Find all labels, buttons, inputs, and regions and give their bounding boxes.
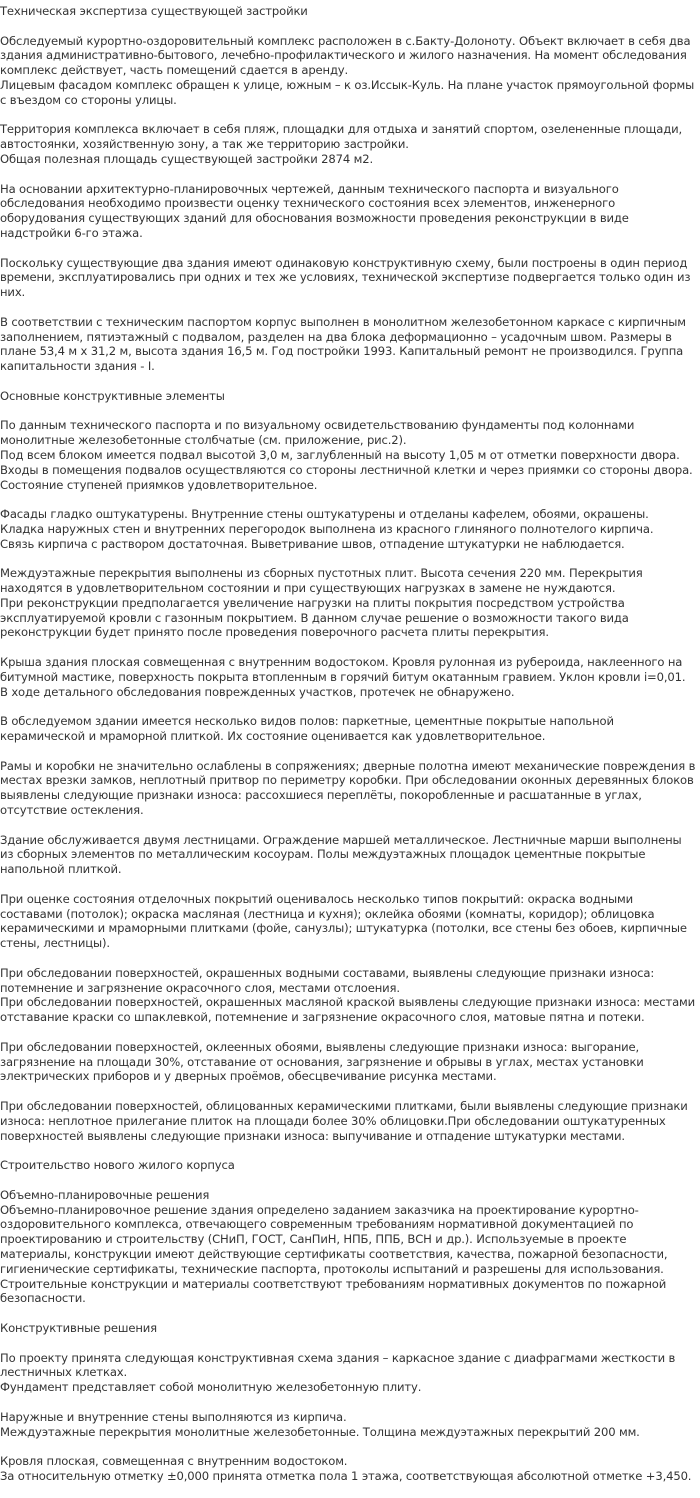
paragraph-tiles-plaster [0, 1099, 696, 1143]
text-line: Объемно-планировочное решение здания определено заданием заказчика на проектирование курортно-оздоровительного комплекса, отвечающего современным требованиям нормативной документацией по проектированию и строительству (СНиП, ГОСТ, СанПиН, НПБ, ППБ, ВСН и др.). Используемые в проекте материалы, конструкции имеют действующие сертификаты соответствия, качества, пожарной безопасности, гигиенические сертификаты, технические паспорта, протоколы испытаний и разрешены для использования. [0, 1202, 668, 1276]
paragraph-roof-elevation [0, 1454, 696, 1484]
text-line: Территория комплекса включает в себя пляж, площадки для отдыха и занятий спортом, озелененные площади, автостоянки, хозяйственную зону, а так же территорию застройки. [0, 122, 682, 152]
text-line: При реконструкции предполагается увеличение нагрузки на плиты покрытия посредством устройства эксплуатируемой кровли с газонным покрытием. В данном случае решение о возможности такого вида реконструкции будет принято после проведения поверочного расчета плиты перекрытия. [0, 595, 629, 640]
text-line: В ходе детального обследования поврежденных участков, протечек не обнаружено. [0, 684, 515, 699]
paragraph-finishes [0, 892, 696, 951]
text-line: Здание обслуживается двумя лестницами. Ограждение маршей металлическое. Лестничные марши выполнены из сборных элементов по металлическим косоурам. Полы междуэтажных площадок цементные покрытые напольной плиткой. [0, 832, 682, 877]
paragraph-facades [0, 507, 696, 551]
section-heading-main-structural-elements: Основные конструктивные элементы [0, 388, 225, 403]
text-line: Фасады гладко оштукатурены. Внутренние стены оштукатурены и отделаны кафелем, обоями, окрашены. [0, 507, 649, 522]
paragraph-territory [0, 122, 696, 166]
paragraph-assessment-basis [0, 182, 696, 241]
text-line: Строительные конструкции и материалы соответствуют требованиям нормативных документов по пожарной безопасности. [0, 1276, 667, 1306]
text-line: Рамы и коробки не значительно ослаблены в сопряжениях; дверные полотна имеют механические повреждения в местах врезки замков, неплотный притвор по периметру коробки. При обследовании оконных деревянных блоков выявлены следующие признаки износа: рассохшиеся переплёты, покоробленные и расшатанные в углах, отсутствие остекления. [0, 758, 696, 818]
paragraph-space-planning [0, 1188, 696, 1306]
text-line: Входы в помещения подвалов осуществляются со стороны лестничной клетки и через приямки со стороны двора. Состояние ступеней приямков удовлетворительное. [0, 462, 693, 492]
section-heading-new-building: Строительство нового жилого корпуса [0, 1158, 235, 1173]
text-line: На основании архитектурно-планировочных чертежей, данным технического паспорта и визуального обследования необходимо произвести оценку технического состояния всех элементов, инженерного оборудования существующих зданий для обоснования возможности проведения реконструкции в виде надстройки 6-го этажа. [0, 181, 629, 240]
text-line: Связь кирпича с раствором достаточная. Выветривание швов, отпадение штукатурки не наблюдается. [0, 536, 625, 551]
text-line: Кровля плоская, совмещенная с внутренним водостоком. [0, 1454, 348, 1469]
text-line: Междуэтажные перекрытия выполнены из сборных пустотных плит. Высота сечения 220 мм. Перекрытия находятся в удовлетворительном состоянии и при существующих нагрузках в замене не нуждаются. [0, 566, 643, 596]
paragraph-floors [0, 714, 696, 744]
text-line: Междуэтажные перекрытия монолитные железобетонные. Толщина междуэтажных перекрытий 200 мм. [0, 1424, 640, 1439]
paragraph-location [0, 34, 696, 108]
text-line: Фундамент представляет собой монолитную железобетонную плиту. [0, 1380, 422, 1395]
text-line: При обследовании поверхностей, окрашенных масляной краской выявлены следующие признаки износа: местами отставание краски со шпаклевкой, потемнение и загрязнение окрасочного слоя, матовые пятна и потеки. [0, 995, 696, 1025]
text-line: Общая полезная площадь существующей застройки 2874 м2. [0, 151, 373, 166]
text-line: При обследовании поверхностей, облицованных керамическими плитками, были выявлены следующие признаки износа: неплотное прилегание плиток на площади более 30% облицовки.При обследовании оштукатуренных поверхностей выявлены следующие признаки износа: выпучивание и отпадение штукатурки местами. [0, 1098, 688, 1143]
paragraph-structural-scheme [0, 1351, 696, 1395]
text-line: В обследуемом здании имеется несколько видов полов: паркетные, цементные покрытые напольной керамической и мраморной плиткой. Их состояние оценивается как удовлетворительное. [0, 714, 614, 744]
paragraph-frames-doors [0, 759, 696, 818]
paragraph-stairs [0, 833, 696, 877]
text-line: Под всем блоком имеется подвал высотой 3,0 м, заглубленный на высоту 1,05 м от отметки поверхности двора. [0, 447, 680, 462]
text-line: При оценке состояния отделочных покрытий оценивалось несколько типов покрытий: окраска водными составами (потолок); окраска масляная (лестница и кухня); оклейка обоями (комнаты, коридор); облицовка керамическими и мраморными плитками (фойе, санузлы); штукатурка (потолки, все стены без обоев, кирпичные стены, лестницы). [0, 891, 687, 951]
paragraph-floor-slabs [0, 566, 696, 640]
text-line: По проекту принята следующая конструктивная схема здания – каркасное здание с диафрагмами жесткости в лестничных клетках. [0, 1350, 676, 1380]
text-line: Кладка наружных стен и внутренних перегородок выполнена из красного глиняного полнотелого кирпича. [0, 521, 654, 536]
paragraph-same-scheme [0, 256, 696, 300]
text-line: При обследовании поверхностей, окрашенных водными составами, выявлены следующие признаки износа: потемнение и загрязнение окрасочного слоя, местами отслоения. [0, 965, 655, 995]
text-line: Поскольку существующие два здания имеют одинаковую конструктивную схему, были построены в один период времени, эксплуатировались при одних и тех же условиях, технической экспертизе подвергается только один из них. [0, 255, 691, 300]
paragraph-foundations [0, 418, 696, 492]
document-body [0, 4, 696, 1498]
text-line: Лицевым фасадом комплекс обращен к улице, южным – к оз.Иссык-Куль. На плане участок прямоугольной формы с въездом со стороны улицы. [0, 77, 695, 107]
section-heading-existing-buildings-expertise: Техническая экспертиза существующей застройки [0, 4, 308, 18]
text-line: В соответствии с техническим паспортом корпус выполнен в монолитном железобетонном каркасе с кирпичным заполнением, пятиэтажный с подвалом, разделен на два блока деформационно – усадочным швом. Размеры в плане 53,4 м х 31,2 м, высота здания 16,5 м. Год постройки 1993. Капитальный ремонт не производился. Группа капитальности здания - I. [0, 314, 686, 374]
paragraph-wallpaper [0, 1040, 696, 1084]
text-line: За относительную отметку ±0,000 принята отметка пола 1 этажа, соответствующая абсолютной отметке +3,450. [0, 1468, 692, 1483]
paragraph-painted-surfaces [0, 966, 696, 1025]
text-line: По данным технического паспорта и по визуальному освидетельствованию фундаменты под колоннами монолитные железобетонные столбчатые (см. приложение, рис.2). [0, 418, 635, 448]
section-heading-structural-solutions: Конструктивные решения [0, 1320, 157, 1335]
paragraph-roof [0, 655, 696, 699]
text-line: Наружные и внутренние стены выполняются из кирпича. [0, 1409, 347, 1424]
subheading-space-planning: Объемно-планировочные решения [0, 1187, 210, 1202]
text-line: Крыша здания плоская совмещенная с внутренним водостоком. Кровля рулонная из рубероида, наклеенного на битумной мастике, поверхность покрыта втопленным в горячий битум окатанным гравием. Уклон кровли i=0,01. [0, 655, 686, 684]
text-line: Обследуемый курортно-оздоровительный комплекс расположен в с.Бакту-Долоноту. Объект включает в себя два здания административно-бытового, лечебно-профилактического и жилого назначения. На момент обследования комплекс действует, часть помещений сдается в аренду. [0, 33, 691, 78]
paragraph-walls-slabs [0, 1410, 696, 1440]
paragraph-technical-passport [0, 315, 696, 374]
text-line: При обследовании поверхностей, оклеенных обоями, выявлены следующие признаки износа: выгорание, загрязнение на площади 30%, отставание от основания, загрязнение и обрывы в углах, местах установки электрических приборов и у дверных проёмов, обесцвечивание рисунка местами. [0, 1039, 644, 1084]
